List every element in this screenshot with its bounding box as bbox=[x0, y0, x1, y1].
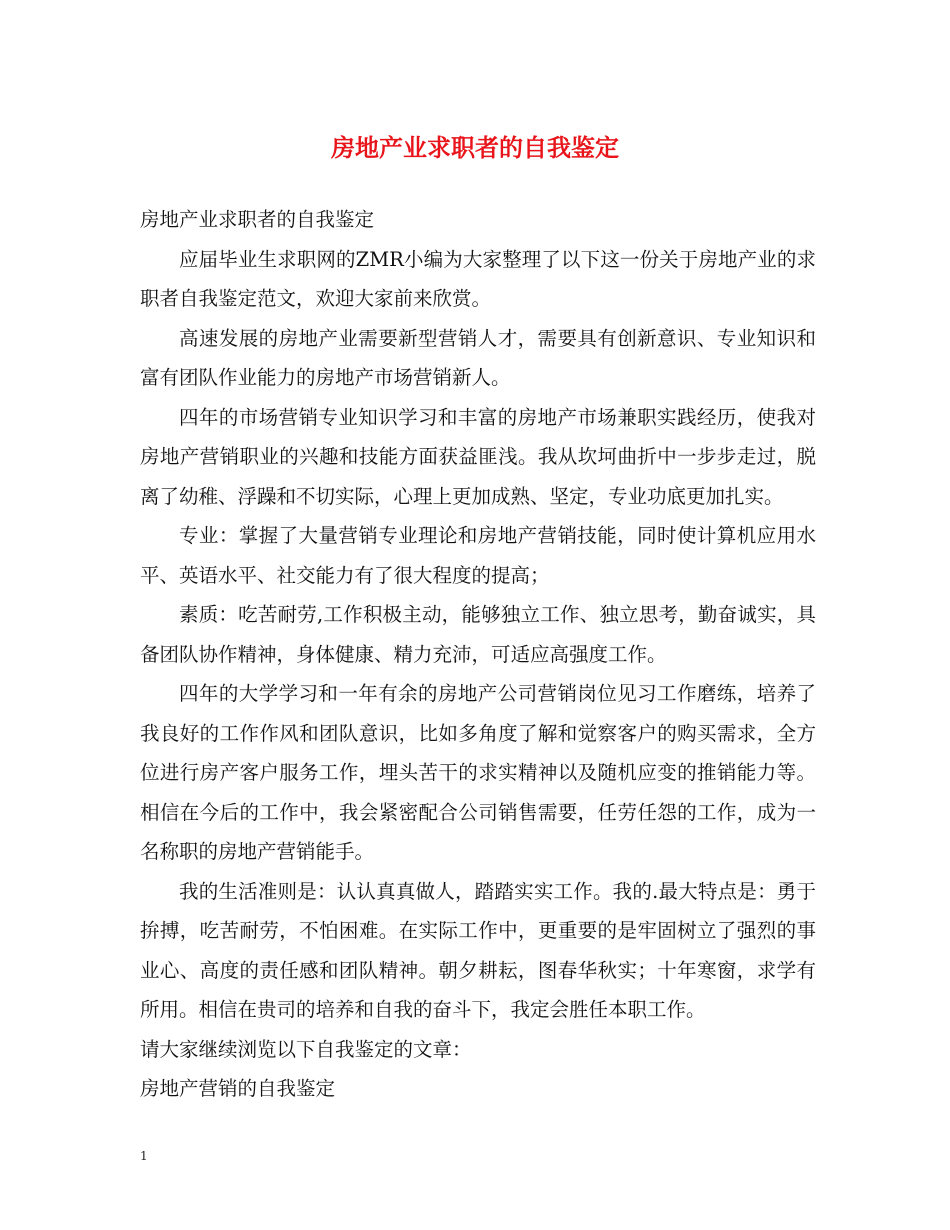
paragraph: 四年的市场营销专业知识学习和丰富的房地产市场兼职实践经历，使我对房地产营销职业的兴趣和技能方面获益匪浅。我从坎坷曲折中一步步走过，脱离了幼稚、浮躁和不切实际，心理上更加成熟、坚定，专业功底更加扎实。 bbox=[140, 405, 816, 508]
paragraph: 专业：掌握了大量营销专业理论和房地产营销技能，同时使计算机应用水平、英语水平、社交能力有了很大程度的提高； bbox=[140, 524, 816, 587]
paragraph: 素质：吃苦耐劳,工作积极主动，能够独立工作、独立思考，勤奋诚实，具备团队协作精神，身体健康、精力充沛，可适应高强度工作。 bbox=[140, 603, 816, 666]
paragraph: 我的生活准则是：认认真真做人，踏踏实实工作。我的.最大特点是：勇于拚搏，吃苦耐劳，不怕困难。在实际工作中，更重要的是牢固树立了强烈的事业心、高度的责任感和团队精神。朝夕耕耘，图春华秋实；十年寒窗，求学有所用。相信在贵司的培养和自我的奋斗下，我定会胜任本职工作。 bbox=[140, 879, 816, 1021]
paragraph-continue-note: 请大家继续浏览以下自我鉴定的文章： bbox=[140, 1037, 472, 1061]
paragraph: 应届毕业生求职网的ZMR小编为大家整理了以下这一份关于房地产业的求职者自我鉴定范文，欢迎大家前来欣赏。 bbox=[140, 247, 816, 310]
paragraph: 高速发展的房地产业需要新型营销人才，需要具有创新意识、专业知识和富有团队作业能力的房地产市场营销新人。 bbox=[140, 326, 816, 389]
page-number: 1 bbox=[140, 1149, 148, 1163]
paragraph: 四年的大学学习和一年有余的房地产公司营销岗位见习工作磨练，培养了我良好的工作作风和团队意识，比如多角度了解和觉察客户的购买需求，全方位进行房产客户服务工作，埋头苦干的求实精神以及随机应变的推销能力等。相信在今后的工作中，我会紧密配合公司销售需要，任劳任怨的工作，成为一名称职的房地产营销能手。 bbox=[140, 682, 816, 863]
document-title: 房地产业求职者的自我鉴定 bbox=[331, 133, 619, 162]
paragraph-subheading: 房地产营销的自我鉴定 bbox=[140, 1077, 336, 1100]
document-body bbox=[140, 200, 816, 1109]
paragraph-heading: 房地产业求职者的自我鉴定 bbox=[140, 208, 375, 231]
